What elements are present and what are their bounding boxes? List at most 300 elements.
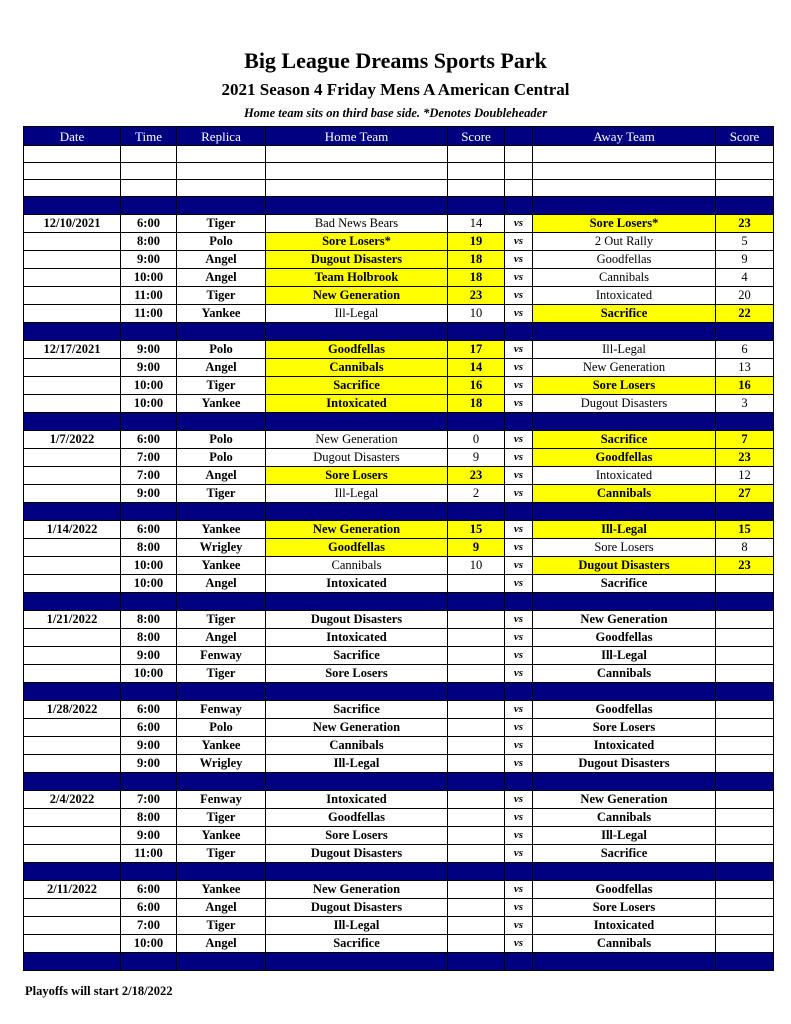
- game-date: [24, 287, 121, 305]
- home-team: Ill-Legal: [266, 755, 448, 773]
- game-field: Angel: [177, 935, 266, 953]
- away-score: [716, 701, 774, 719]
- away-score: 13: [716, 359, 774, 377]
- away-score: [716, 899, 774, 917]
- home-score: [448, 611, 505, 629]
- game-time: 6:00: [121, 881, 177, 899]
- away-score: [716, 809, 774, 827]
- page-title: Big League Dreams Sports Park: [244, 48, 547, 73]
- away-team: Cannibals: [533, 935, 716, 953]
- away-score: [716, 917, 774, 935]
- home-score: [448, 575, 505, 593]
- separator-cell: [505, 323, 533, 341]
- away-team: Sacrifice: [533, 431, 716, 449]
- separator-cell: [716, 683, 774, 701]
- home-score: 19: [448, 233, 505, 251]
- away-team: Sacrifice: [533, 575, 716, 593]
- separator-cell: [266, 953, 448, 971]
- week-separator: [24, 413, 774, 431]
- blank-cell: [177, 146, 266, 163]
- away-team: Goodfellas: [533, 701, 716, 719]
- separator-cell: [716, 863, 774, 881]
- separator-cell: [177, 197, 266, 215]
- separator-cell: [505, 503, 533, 521]
- vs-label: vs: [505, 611, 533, 629]
- game-field: Tiger: [177, 611, 266, 629]
- col-header-date: Date: [24, 127, 121, 146]
- game-time: 9:00: [121, 755, 177, 773]
- blank-cell: [533, 146, 716, 163]
- game-date: [24, 251, 121, 269]
- separator-cell: [533, 863, 716, 881]
- game-date: 12/10/2021: [24, 215, 121, 233]
- week-separator: [24, 953, 774, 971]
- home-team: Dugout Disasters: [266, 899, 448, 917]
- game-time: 9:00: [121, 827, 177, 845]
- separator-cell: [448, 323, 505, 341]
- week-separator: [24, 863, 774, 881]
- game-row: [24, 521, 774, 539]
- blank-cell: [448, 163, 505, 180]
- vs-label: vs: [505, 935, 533, 953]
- blank-cell: [266, 146, 448, 163]
- vs-label: vs: [505, 431, 533, 449]
- vs-label: vs: [505, 701, 533, 719]
- home-team: Sacrifice: [266, 647, 448, 665]
- vs-label: vs: [505, 917, 533, 935]
- game-time: 7:00: [121, 917, 177, 935]
- vs-label: vs: [505, 521, 533, 539]
- game-date: [24, 827, 121, 845]
- game-date: [24, 809, 121, 827]
- game-date: [24, 755, 121, 773]
- away-team: Ill-Legal: [533, 647, 716, 665]
- away-team: Cannibals: [533, 485, 716, 503]
- home-team: New Generation: [266, 431, 448, 449]
- game-field: Polo: [177, 341, 266, 359]
- game-row: [24, 287, 774, 305]
- home-team: Ill-Legal: [266, 305, 448, 323]
- away-score: [716, 737, 774, 755]
- vs-label: vs: [505, 395, 533, 413]
- separator-cell: [266, 413, 448, 431]
- game-field: Angel: [177, 629, 266, 647]
- game-row: [24, 575, 774, 593]
- vs-label: vs: [505, 629, 533, 647]
- separator-cell: [121, 773, 177, 791]
- home-team: Ill-Legal: [266, 917, 448, 935]
- vs-label: vs: [505, 827, 533, 845]
- separator-cell: [177, 863, 266, 881]
- game-time: 9:00: [121, 359, 177, 377]
- home-score: 15: [448, 521, 505, 539]
- game-date: [24, 737, 121, 755]
- blank-cell: [448, 146, 505, 163]
- separator-cell: [716, 503, 774, 521]
- separator-cell: [177, 413, 266, 431]
- game-time: 8:00: [121, 629, 177, 647]
- vs-label: vs: [505, 845, 533, 863]
- vs-label: vs: [505, 899, 533, 917]
- home-team: Ill-Legal: [266, 485, 448, 503]
- col-header-home-team: Home Team: [266, 127, 448, 146]
- separator-cell: [266, 323, 448, 341]
- col-header-home-score: Score: [448, 127, 505, 146]
- home-team: Dugout Disasters: [266, 845, 448, 863]
- separator-cell: [24, 863, 121, 881]
- game-time: 6:00: [121, 215, 177, 233]
- game-time: 11:00: [121, 305, 177, 323]
- game-field: Angel: [177, 575, 266, 593]
- home-team: Dugout Disasters: [266, 611, 448, 629]
- playoffs-note: Playoffs will start 2/18/2022: [25, 984, 173, 998]
- away-score: 16: [716, 377, 774, 395]
- separator-cell: [716, 953, 774, 971]
- separator-cell: [448, 953, 505, 971]
- game-row: [24, 431, 774, 449]
- game-field: Polo: [177, 233, 266, 251]
- game-row: [24, 665, 774, 683]
- game-row: [24, 845, 774, 863]
- vs-label: vs: [505, 881, 533, 899]
- separator-cell: [177, 503, 266, 521]
- game-row: [24, 827, 774, 845]
- home-score: [448, 647, 505, 665]
- vs-label: vs: [505, 251, 533, 269]
- separator-cell: [177, 773, 266, 791]
- separator-cell: [121, 413, 177, 431]
- vs-label: vs: [505, 755, 533, 773]
- vs-label: vs: [505, 449, 533, 467]
- game-row: [24, 377, 774, 395]
- home-team: New Generation: [266, 719, 448, 737]
- vs-label: vs: [505, 467, 533, 485]
- separator-cell: [533, 197, 716, 215]
- away-team: Cannibals: [533, 269, 716, 287]
- away-score: 22: [716, 305, 774, 323]
- separator-cell: [533, 773, 716, 791]
- table-header-row: [24, 127, 774, 146]
- home-team: Sacrifice: [266, 935, 448, 953]
- separator-cell: [448, 773, 505, 791]
- away-team: Intoxicated: [533, 467, 716, 485]
- vs-label: vs: [505, 215, 533, 233]
- vs-label: vs: [505, 377, 533, 395]
- game-field: Tiger: [177, 215, 266, 233]
- game-date: [24, 575, 121, 593]
- game-time: 10:00: [121, 665, 177, 683]
- home-team: Intoxicated: [266, 395, 448, 413]
- game-time: 10:00: [121, 395, 177, 413]
- blank-cell: [177, 163, 266, 180]
- away-score: 7: [716, 431, 774, 449]
- game-field: Wrigley: [177, 755, 266, 773]
- game-row: [24, 539, 774, 557]
- home-score: [448, 629, 505, 647]
- home-team: New Generation: [266, 881, 448, 899]
- game-row: [24, 341, 774, 359]
- vs-label: vs: [505, 575, 533, 593]
- home-score: 9: [448, 539, 505, 557]
- home-score: 10: [448, 557, 505, 575]
- home-score: [448, 881, 505, 899]
- vs-label: vs: [505, 359, 533, 377]
- blank-cell: [121, 180, 177, 197]
- separator-cell: [24, 593, 121, 611]
- game-field: Yankee: [177, 827, 266, 845]
- home-score: [448, 665, 505, 683]
- separator-cell: [266, 197, 448, 215]
- blank-cell: [716, 180, 774, 197]
- game-row: [24, 881, 774, 899]
- game-field: Angel: [177, 251, 266, 269]
- separator-cell: [24, 683, 121, 701]
- game-row: [24, 701, 774, 719]
- game-field: Yankee: [177, 395, 266, 413]
- separator-cell: [505, 197, 533, 215]
- home-score: 18: [448, 251, 505, 269]
- away-team: Dugout Disasters: [533, 557, 716, 575]
- vs-label: vs: [505, 305, 533, 323]
- game-date: [24, 467, 121, 485]
- week-separator: [24, 197, 774, 215]
- schedule-note: Home team sits on third base side. *Denotes Doubleheader: [243, 106, 548, 120]
- game-date: [24, 305, 121, 323]
- home-score: 10: [448, 305, 505, 323]
- game-time: 6:00: [121, 521, 177, 539]
- game-time: 6:00: [121, 431, 177, 449]
- game-row: [24, 395, 774, 413]
- blank-cell: [121, 146, 177, 163]
- separator-cell: [177, 593, 266, 611]
- game-date: [24, 917, 121, 935]
- separator-cell: [24, 323, 121, 341]
- col-header-vs: [505, 127, 533, 146]
- home-team: Goodfellas: [266, 539, 448, 557]
- separator-cell: [448, 683, 505, 701]
- away-team: Ill-Legal: [533, 521, 716, 539]
- separator-cell: [121, 683, 177, 701]
- game-date: [24, 647, 121, 665]
- away-team: New Generation: [533, 791, 716, 809]
- game-date: [24, 629, 121, 647]
- blank-row: [24, 146, 774, 163]
- home-score: 14: [448, 215, 505, 233]
- away-score: 3: [716, 395, 774, 413]
- separator-cell: [533, 953, 716, 971]
- vs-label: vs: [505, 269, 533, 287]
- game-date: [24, 233, 121, 251]
- game-time: 6:00: [121, 701, 177, 719]
- game-row: [24, 251, 774, 269]
- away-team: Sacrifice: [533, 845, 716, 863]
- vs-label: vs: [505, 647, 533, 665]
- away-score: [716, 647, 774, 665]
- away-team: Cannibals: [533, 665, 716, 683]
- home-team: New Generation: [266, 521, 448, 539]
- separator-cell: [533, 503, 716, 521]
- schedule-subtitle: 2021 Season 4 Friday Mens A American Central: [221, 80, 570, 99]
- away-team: Sore Losers: [533, 377, 716, 395]
- game-field: Yankee: [177, 305, 266, 323]
- home-score: 17: [448, 341, 505, 359]
- game-date: 1/28/2022: [24, 701, 121, 719]
- home-score: 14: [448, 359, 505, 377]
- separator-cell: [266, 773, 448, 791]
- separator-cell: [505, 863, 533, 881]
- game-date: [24, 269, 121, 287]
- game-time: 6:00: [121, 719, 177, 737]
- game-time: 10:00: [121, 575, 177, 593]
- away-team: Goodfellas: [533, 881, 716, 899]
- week-separator: [24, 323, 774, 341]
- game-field: Yankee: [177, 521, 266, 539]
- separator-cell: [24, 413, 121, 431]
- separator-cell: [24, 953, 121, 971]
- home-team: Intoxicated: [266, 791, 448, 809]
- separator-cell: [533, 323, 716, 341]
- blank-cell: [177, 180, 266, 197]
- week-separator: [24, 773, 774, 791]
- game-date: 12/17/2021: [24, 341, 121, 359]
- blank-cell: [24, 146, 121, 163]
- separator-cell: [266, 863, 448, 881]
- game-time: 10:00: [121, 557, 177, 575]
- away-team: Dugout Disasters: [533, 755, 716, 773]
- away-team: Intoxicated: [533, 917, 716, 935]
- home-team: Goodfellas: [266, 809, 448, 827]
- game-row: [24, 467, 774, 485]
- game-date: [24, 899, 121, 917]
- game-date: [24, 935, 121, 953]
- away-score: [716, 719, 774, 737]
- separator-cell: [533, 683, 716, 701]
- game-date: 2/4/2022: [24, 791, 121, 809]
- home-score: [448, 701, 505, 719]
- away-team: Sore Losers: [533, 899, 716, 917]
- blank-cell: [448, 180, 505, 197]
- away-team: Dugout Disasters: [533, 395, 716, 413]
- game-time: 9:00: [121, 647, 177, 665]
- away-score: [716, 575, 774, 593]
- separator-cell: [448, 863, 505, 881]
- blank-cell: [533, 163, 716, 180]
- separator-cell: [177, 323, 266, 341]
- home-team: Intoxicated: [266, 575, 448, 593]
- away-score: [716, 665, 774, 683]
- away-team: New Generation: [533, 359, 716, 377]
- home-score: [448, 827, 505, 845]
- game-row: [24, 233, 774, 251]
- separator-cell: [716, 773, 774, 791]
- schedule-table: [23, 126, 774, 971]
- home-score: [448, 755, 505, 773]
- game-date: [24, 485, 121, 503]
- col-header-replica: Replica: [177, 127, 266, 146]
- game-time: 9:00: [121, 485, 177, 503]
- separator-cell: [448, 593, 505, 611]
- game-date: [24, 539, 121, 557]
- home-team: Bad News Bears: [266, 215, 448, 233]
- home-team: Sacrifice: [266, 377, 448, 395]
- home-score: [448, 719, 505, 737]
- week-separator: [24, 593, 774, 611]
- game-date: [24, 665, 121, 683]
- separator-cell: [505, 413, 533, 431]
- separator-cell: [121, 323, 177, 341]
- home-team: Goodfellas: [266, 341, 448, 359]
- game-time: 11:00: [121, 287, 177, 305]
- game-field: Tiger: [177, 485, 266, 503]
- home-score: [448, 845, 505, 863]
- blank-cell: [716, 163, 774, 180]
- separator-cell: [266, 503, 448, 521]
- game-time: 10:00: [121, 377, 177, 395]
- away-team: Sore Losers*: [533, 215, 716, 233]
- separator-cell: [716, 197, 774, 215]
- home-score: [448, 809, 505, 827]
- blank-cell: [533, 180, 716, 197]
- home-team: Cannibals: [266, 359, 448, 377]
- game-time: 7:00: [121, 791, 177, 809]
- separator-cell: [266, 593, 448, 611]
- blank-row: [24, 180, 774, 197]
- separator-cell: [505, 593, 533, 611]
- away-team: Intoxicated: [533, 737, 716, 755]
- game-date: [24, 449, 121, 467]
- game-field: Angel: [177, 359, 266, 377]
- game-date: [24, 845, 121, 863]
- game-date: [24, 719, 121, 737]
- schedule-body: [24, 146, 774, 971]
- blank-cell: [716, 146, 774, 163]
- game-date: [24, 359, 121, 377]
- home-team: Sacrifice: [266, 701, 448, 719]
- col-header-time: Time: [121, 127, 177, 146]
- game-date: 1/7/2022: [24, 431, 121, 449]
- game-date: [24, 395, 121, 413]
- vs-label: vs: [505, 539, 533, 557]
- game-time: 7:00: [121, 467, 177, 485]
- away-score: [716, 791, 774, 809]
- game-row: [24, 719, 774, 737]
- game-field: Angel: [177, 269, 266, 287]
- separator-cell: [24, 503, 121, 521]
- home-team: Sore Losers: [266, 665, 448, 683]
- away-score: 12: [716, 467, 774, 485]
- game-date: [24, 557, 121, 575]
- away-score: 23: [716, 215, 774, 233]
- separator-cell: [505, 773, 533, 791]
- away-score: 23: [716, 449, 774, 467]
- game-field: Tiger: [177, 845, 266, 863]
- separator-cell: [121, 953, 177, 971]
- game-row: [24, 359, 774, 377]
- blank-cell: [24, 180, 121, 197]
- game-row: [24, 899, 774, 917]
- game-field: Yankee: [177, 881, 266, 899]
- game-field: Angel: [177, 467, 266, 485]
- vs-label: vs: [505, 791, 533, 809]
- separator-cell: [716, 323, 774, 341]
- separator-cell: [121, 593, 177, 611]
- home-score: [448, 935, 505, 953]
- game-row: [24, 917, 774, 935]
- away-team: Cannibals: [533, 809, 716, 827]
- home-team: Sore Losers: [266, 467, 448, 485]
- away-score: [716, 629, 774, 647]
- away-score: 8: [716, 539, 774, 557]
